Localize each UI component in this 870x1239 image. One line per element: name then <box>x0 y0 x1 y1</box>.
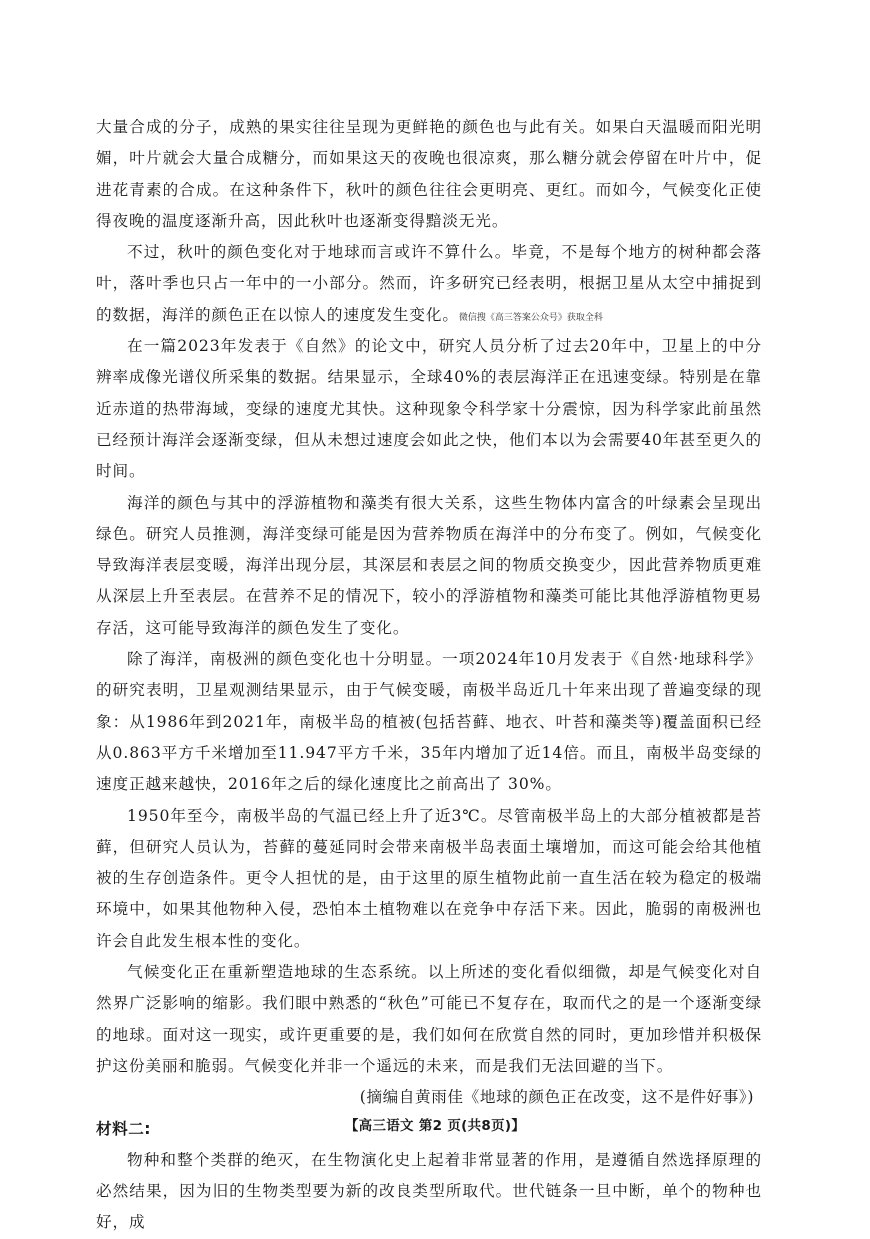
paragraph-7: 气候变化正在重新塑造地球的生态系统。以上所述的变化看似细微，却是气候变化对自然界广泛影响的缩影。我们眼中熟悉的“秋色”可能已不复存在，取而代之的是一个逐渐变绿的地球。面对这一现实，或许更重要的是，我们如何在欣赏自然的同时，更加珍惜并积极保护这份美丽和脆弱。气候变化并非一个遥远的未来，而是我们无法回避的当下。 <box>96 963 762 1075</box>
paragraph-6: 1950年至今，南极半岛的气温已经上升了近3℃。尽管南极半岛上的大部分植被都是苔藓，但研究人员认为，苔藓的蔓延同时会带来南极半岛表面土壤增加，而这可能会给其他植被的生存创造条件。更令人担忧的是，由于这里的原生植物此前一直生活在较为稳定的极端环境中，如果其他物种入侵，恐怕本土植物难以在竞争中存活下来。因此，脆弱的南极洲也许会自此发生根本性的变化。 <box>96 806 762 950</box>
watermark-note: 微信搜《高三答案公众号》获取全科 <box>458 312 603 323</box>
material-two-heading: 材料二: <box>96 1119 152 1138</box>
page-footer: 【高三语文 第2 页(共8页)】 <box>344 1118 526 1134</box>
paragraph-1: 大量合成的分子，成熟的果实往往呈现为更鲜艳的颜色也与此有关。如果白天温暖而阳光明媚，叶片就会大量合成糖分，而如果这天的夜晚也很凉爽，那么糖分就会停留在叶片中，促进花青素的合成。在这种条件下，秋叶的颜色往往会更明亮、更红。而如今，气候变化正使得夜晚的温度逐渐升高，因此秋叶也逐渐变得黯淡无光。 <box>96 118 762 230</box>
source-citation: (摘编自黄雨佳《地球的颜色正在改变，这不是件好事》) <box>359 1088 754 1107</box>
article-body <box>96 112 762 1239</box>
material-two-paragraph: 物种和整个类群的绝灭，在生物演化史上起着非常显著的作用，是遵循自然选择原理的必然结果，因为旧的生物类型要为新的改良类型所取代。世代链条一旦中断，单个的物种也好，成 <box>96 1150 762 1232</box>
paragraph-2-text: 不过，秋叶的颜色变化对于地球而言或许不算什么。毕竟，不是每个地方的树种都会落叶，落叶季也只占一年中的一小部分。然而，许多研究已经表明，根据卫星从太空中捕捉到的数据，海洋的颜色正在以惊人的速度发生变化。 <box>96 243 762 324</box>
paragraph-2 <box>96 237 762 331</box>
paragraph-5: 除了海洋，南极洲的颜色变化也十分明显。一项2024年10月发表于《自然·地球科学》的研究表明，卫星观测结果显示，由于气候变暖，南极半岛近几十年来出现了普遍变绿的现象：从1986年到2021年，南极半岛的植被(包括苔藓、地衣、叶苔和藻类等)覆盖面积已经从0.863平方千米增加至11.947平方千米，35年内增加了近14倍。而且，南极半岛变绿的速度正越来越快，2016年之后的绿化速度比之前高出了 30%。 <box>96 650 762 794</box>
paragraph-4: 海洋的颜色与其中的浮游植物和藻类有很大关系，这些生物体内富含的叶绿素会呈现出绿色。研究人员推测，海洋变绿可能是因为营养物质在海洋中的分布变了。例如，气候变化导致海洋表层变暖，海洋出现分层，其深层和表层之间的物质交换变少，因此营养物质更难从深层上升至表层。在营养不足的情况下，较小的浮游植物和藻类可能比其他浮游植物更易存活，这可能导致海洋的颜色发生了变化。 <box>96 493 762 637</box>
paragraph-3: 在一篇2023年发表于《自然》的论文中，研究人员分析了过去20年中，卫星上的中分辨率成像光谱仪所采集的数据。结果显示，全球40%的表层海洋正在迅速变绿。特别是在靠近赤道的热带海域，变绿的速度尤其快。这种现象令科学家十分震惊，因为科学家此前虽然已经预计海洋会逐渐变绿，但从未想过速度会如此之快，他们本以为会需要40年甚至更久的时间。 <box>96 337 762 481</box>
